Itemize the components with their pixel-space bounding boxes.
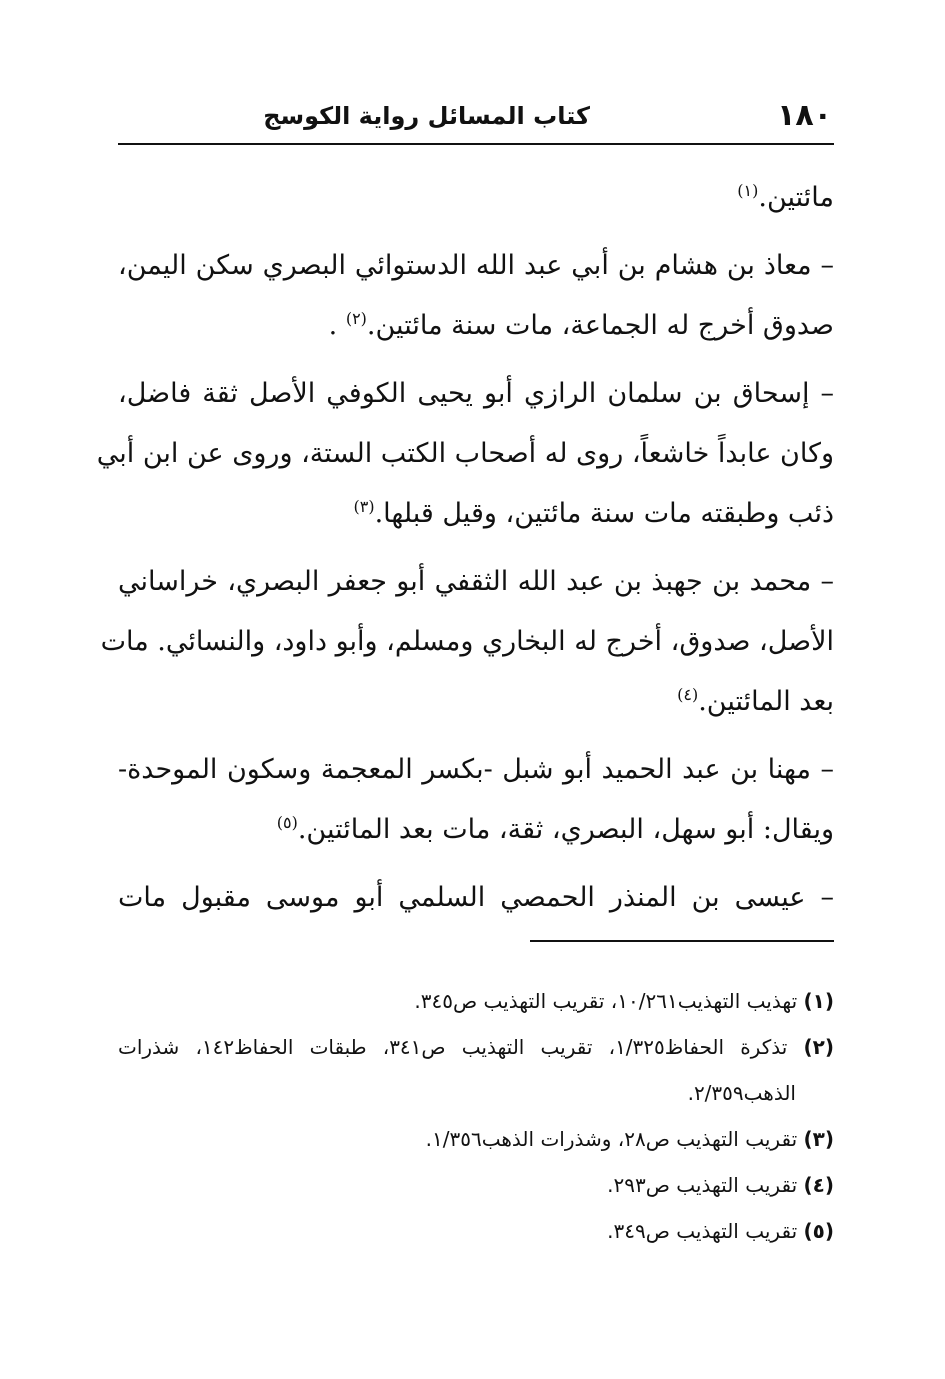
footnote bbox=[118, 1208, 834, 1254]
footnote-number: (٥) bbox=[803, 1219, 834, 1243]
text-span: ذئب وطبقته مات سنة مائتين، وقيل قبلها. bbox=[374, 498, 834, 529]
footnote-number: (٤) bbox=[803, 1173, 834, 1197]
text-span: صدوق أخرج له الجماعة، مات سنة مائتين. bbox=[366, 310, 834, 341]
footnote-text: تقريب التهذيب ص٣٤٩. bbox=[607, 1219, 804, 1243]
text-line: وكان عابداً خاشعاً، روى له أصحاب الكتب الستة، وروى عن ابن أبي bbox=[96, 438, 834, 469]
footnote-ref: (٣) bbox=[353, 497, 375, 516]
footnote bbox=[118, 1162, 834, 1208]
text-span: . bbox=[328, 310, 346, 341]
footnote-number: (٣) bbox=[803, 1127, 834, 1151]
footnote bbox=[118, 978, 834, 1024]
footnote-text: تقريب التهذيب ص٢٨، وشذرات الذهب١/٣٥٦. bbox=[425, 1127, 804, 1151]
footnote-ref: (٢) bbox=[345, 309, 367, 328]
footnote-text: تهذيب التهذيب١٠/٢٦١، تقريب التهذيب ص٣٤٥. bbox=[414, 989, 804, 1013]
text-line bbox=[118, 168, 834, 228]
text-line: – عيسى بن المنذر الحمصي السلمي أبو موسى مقبول مات bbox=[118, 882, 834, 913]
footnote-ref: (٥) bbox=[276, 813, 298, 832]
header-divider bbox=[118, 143, 834, 145]
footnote-text: تذكرة الحفاظ١/٣٢٥، تقريب التهذيب ص٣٤١، طبقات الحفاظ١٤٢، شذرات bbox=[118, 1035, 804, 1059]
text-line: الأصل، صدوق، أخرج له البخاري ومسلم، وأبو داود، والنسائي. مات bbox=[100, 626, 834, 657]
footnote-ref: (٤) bbox=[677, 685, 699, 704]
footnote-divider bbox=[530, 940, 834, 942]
text-line bbox=[118, 800, 834, 860]
footnote-ref: (١) bbox=[737, 181, 759, 200]
text-line: – محمد بن جهبذ بن عبد الله الثقفي أبو جعفر البصري، خراساني bbox=[118, 566, 834, 597]
text-span: ويقال: أبو سهل، البصري، ثقة، مات بعد المائتين. bbox=[297, 814, 834, 845]
text-span: بعد المائتين. bbox=[698, 686, 834, 717]
footnote-number: (٢) bbox=[803, 1035, 834, 1059]
text-line: – مهنا بن عبد الحميد أبو شبل -بكسر المعجمة وسكون الموحدة- bbox=[118, 754, 834, 785]
footnote-number: (١) bbox=[803, 989, 834, 1013]
text-line bbox=[118, 484, 834, 544]
page-number: ١٨٠ bbox=[777, 98, 832, 133]
footnote-text: تقريب التهذيب ص٢٩٣. bbox=[607, 1173, 804, 1197]
footnote-continuation: الذهب٢/٣٥٩. bbox=[687, 1081, 796, 1105]
main-text bbox=[96, 168, 834, 928]
footnote bbox=[118, 1116, 834, 1162]
footnote bbox=[118, 1024, 834, 1070]
text-line bbox=[118, 672, 834, 732]
text-line: – إسحاق بن سلمان الرازي أبو يحيى الكوفي الأصل ثقة فاضل، bbox=[118, 378, 834, 409]
text-line: – معاذ بن هشام بن أبي عبد الله الدستوائي البصري سكن اليمن، bbox=[118, 250, 834, 281]
text-line bbox=[118, 296, 834, 356]
running-title: كتاب المسائل رواية الكوسج bbox=[263, 102, 590, 130]
footnotes bbox=[118, 978, 834, 1254]
text-span: مائتين. bbox=[758, 182, 834, 213]
